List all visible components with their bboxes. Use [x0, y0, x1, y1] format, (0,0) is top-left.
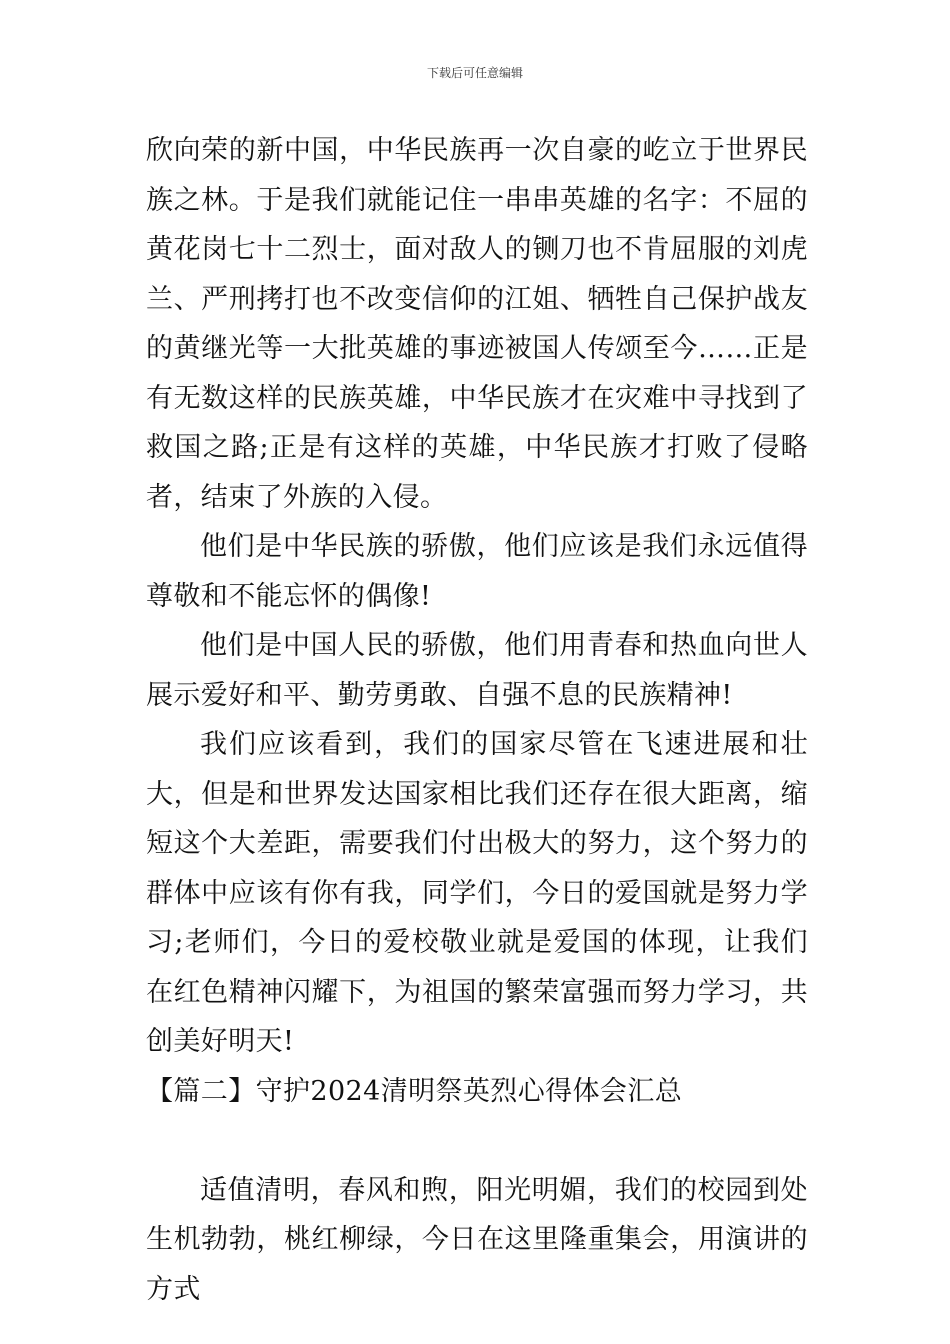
paragraph: 他们是中国人民的骄傲，他们用青春和热血向世人展示爱好和平、勤劳勇敢、自强不息的民族精神! — [146, 630, 808, 711]
paragraph: 我们应该看到，我们的国家尽管在飞速进展和壮大，但是和世界发达国家相比我们还存在很大距离，缩短这个大差距，需要我们付出极大的努力，这个努力的群体中应该有你有我，同学们，今日的爱国就是努力学习;老师们，今日的爱校敬业就是爱国的体现，让我们在红色精神闪耀下，为祖国的繁荣富强而努力学习，共创美好明天! — [146, 729, 808, 1057]
paragraph-continued: 欣向荣的新中国，中华民族再一次自豪的屹立于世界民族之林。于是我们就能记住一串串英雄的名字：不屈的黄花岗七十二烈士，面对敌人的铡刀也不肯屈服的刘虎兰、严刑拷打也不改变信仰的江姐、牺牲自己保护战友的黄继光等一大批英雄的事迹被国人传颂至今……正是有无数这样的民族英雄，中华民族才在灾难中寻找到了救国之路;正是有这样的英雄，中华民族才打败了侵略者，结束了外族的入侵。 — [146, 135, 808, 513]
document-body — [146, 126, 808, 1314]
page-header: 下载后可任意编辑 — [426, 66, 523, 80]
section-heading: 【篇二】守护2024清明祭英烈心得体会汇总 — [146, 1075, 683, 1107]
blank-line — [146, 1116, 808, 1166]
paragraph: 他们是中华民族的骄傲，他们应该是我们永远值得尊敬和不能忘怀的偶像! — [146, 531, 808, 612]
paragraph: 适值清明，春风和煦，阳光明媚，我们的校园到处生机勃勃，桃红柳绿，今日在这里隆重集会，用演讲的方式 — [146, 1174, 808, 1305]
